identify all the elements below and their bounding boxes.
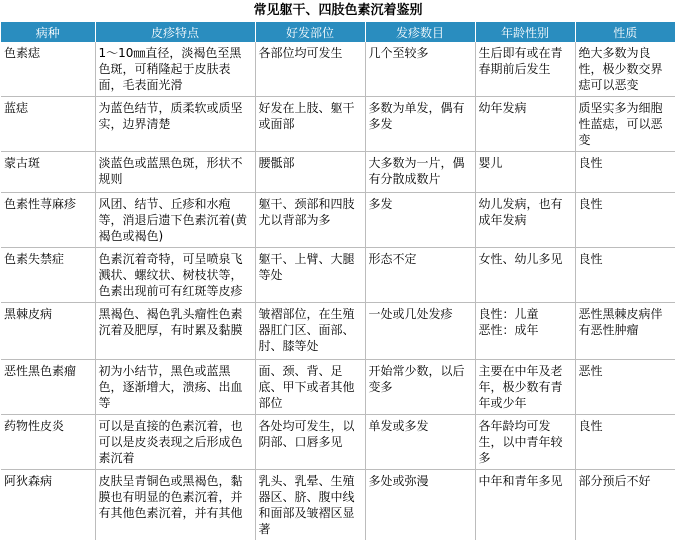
cell-common-sites: 各处均可发生，以阴部、口唇多见 [255,415,365,470]
cell-common-sites: 躯干、颈部和四肢尤以背部为多 [255,193,365,248]
cell-nature: 恶性 [575,360,675,415]
cell-disease: 色素失禁症 [1,248,95,303]
cell-rash-features: 为蓝色结节，质柔软或质坚实，边界清楚 [95,97,255,152]
cell-disease: 色素痣 [1,42,95,97]
cell-nature: 良性 [575,248,675,303]
table-title: 常见躯干、四肢色素沉着鉴别 [253,3,423,18]
cell-age-sex: 良性：儿童 恶性：成年 [475,303,575,360]
cell-age-sex: 幼年发病 [475,97,575,152]
cell-common-sites: 面、颈、背、足底、甲下或者其他部位 [255,360,365,415]
header-rash-count: 发疹数目 [365,22,475,42]
cell-rash-features: 淡蓝色或蓝黑色斑，形状不规则 [95,152,255,193]
cell-rash-count: 多数为单发，偶有多发 [365,97,475,152]
cell-age-sex: 各年龄均可发生，以中青年较多 [475,415,575,470]
table-row [1,42,675,97]
cell-rash-count: 几个至较多 [365,42,475,97]
cell-age-sex: 主要在中年及老年，极少数有青年或少年 [475,360,575,415]
table-row [1,152,675,193]
table-row [1,248,675,303]
cell-rash-features: 风团、结节、丘疹和水疱等，消退后遗下色素沉着(黄褐色或褐色) [95,193,255,248]
cell-common-sites: 乳头、乳晕、生殖器区、脐、腹中线和面部及皱褶区显著 [255,470,365,541]
cell-common-sites: 腰骶部 [255,152,365,193]
cell-nature: 质坚实多为细胞性蓝痣，可以恶变 [575,97,675,152]
cell-common-sites: 躯干、上臂、大腿等处 [255,248,365,303]
cell-disease: 蓝痣 [1,97,95,152]
cell-rash-features: 黑褐色、褐色乳头瘤性色素沉着及肥厚，有时累及黏膜 [95,303,255,360]
table-row [1,97,675,152]
cell-rash-count: 单发或多发 [365,415,475,470]
table-row [1,193,675,248]
cell-rash-count: 开始常少数，以后变多 [365,360,475,415]
header-age-sex: 年龄性别 [475,22,575,42]
cell-age-sex: 生后即有或在青春期前后发生 [475,42,575,97]
cell-rash-count: 多发 [365,193,475,248]
cell-disease: 药物性皮炎 [1,415,95,470]
cell-disease: 蒙古斑 [1,152,95,193]
cell-nature: 良性 [575,193,675,248]
header-disease: 病种 [1,22,95,42]
header-rash-features: 皮疹特点 [95,22,255,42]
cell-common-sites: 皱褶部位，在生殖器肛门区、面部、肘、膝等处 [255,303,365,360]
cell-age-sex: 幼儿发病，也有成年发病 [475,193,575,248]
cell-age-sex: 婴儿 [475,152,575,193]
cell-rash-count: 多处或弥漫 [365,470,475,541]
cell-nature: 良性 [575,152,675,193]
cell-nature: 良性 [575,415,675,470]
cell-common-sites: 各部位均可发生 [255,42,365,97]
cell-disease: 阿狄森病 [4,474,53,488]
header-row [1,22,675,42]
cell-disease: 色素性荨麻疹 [1,193,95,248]
cell-rash-count: 形态不定 [365,248,475,303]
header-common-sites: 好发部位 [255,22,365,42]
cell-rash-features: 色素沉着奇特，可呈喷泉飞溅状、螺纹状、树枝状等，色素出现前可有红斑等皮疹 [95,248,255,303]
cell-nature: 绝大多数为良性，极少数交界痣可以恶变 [575,42,675,97]
cell-rash-features: 可以是直接的色素沉着，也可以是皮炎表现之后形成色素沉着 [95,415,255,470]
cell-disease: 恶性黑色素瘤 [1,360,95,415]
cell-age-sex: 中年和青年多见 [475,470,575,541]
cell-age-sex: 女性、幼儿多见 [475,248,575,303]
cell-nature: 恶性黑棘皮病伴有恶性肿瘤 [575,303,675,360]
table-row [1,360,675,415]
table-row [1,303,675,360]
table-row [1,415,675,470]
table-row [1,470,675,541]
cell-rash-features: 初为小结节，黑色或蓝黑色，逐渐增大，溃疡、出血等 [95,360,255,415]
cell-rash-features: 皮肤呈青铜色或黑褐色，黏膜也有明显的色素沉着，并有其他色素沉着，并有其他 [95,470,255,541]
pigmentation-differential-table [1,22,675,540]
cell-common-sites: 好发在上肢、躯干或面部 [255,97,365,152]
cell-rash-count: 一处或几处发疹 [365,303,475,360]
cell-nature: 部分预后不好 [575,470,675,541]
cell-rash-features: 1～10㎜直径，淡褐色至黑色斑，可稍隆起于皮肤表面，毛表面光滑 [95,42,255,97]
cell-disease: 黑棘皮病 [1,303,95,360]
cell-rash-count: 大多数为一片，偶有分散成数片 [365,152,475,193]
header-nature: 性质 [575,22,675,42]
